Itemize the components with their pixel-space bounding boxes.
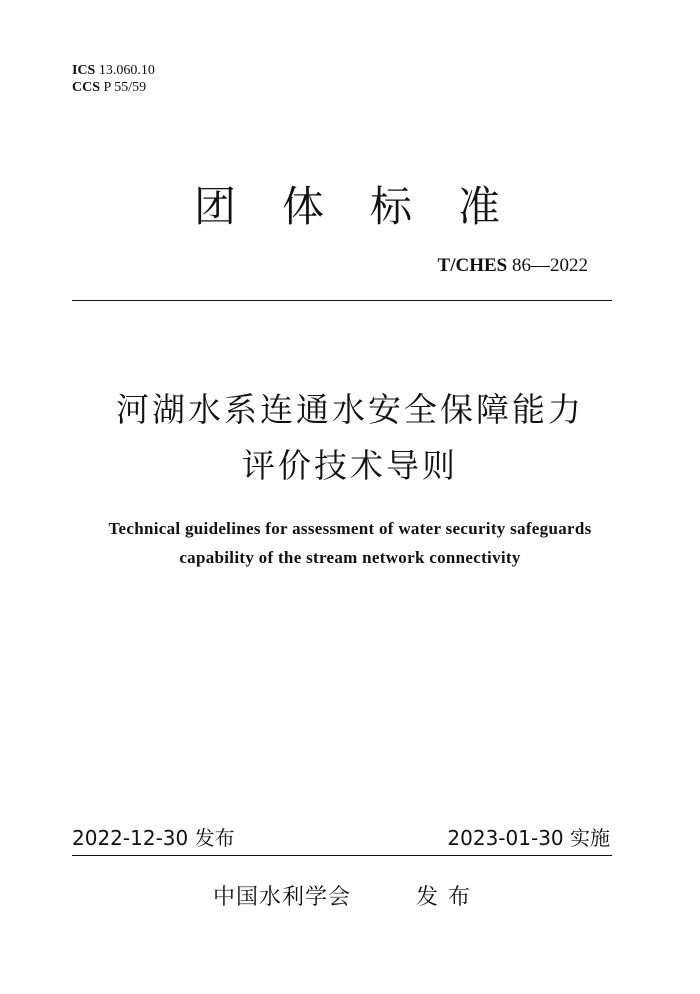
standard-number-value: 86—2022 (512, 255, 588, 276)
title-en-line1: Technical guidelines for assessment of water security safeguards (108, 519, 592, 538)
ccs-value: P 55/59 (103, 80, 147, 95)
ccs-label: CCS (72, 80, 101, 95)
ics-value: 13.060.10 (98, 63, 155, 78)
publish-label: 发布 (416, 885, 481, 910)
standard-number-prefix: T/CHES (437, 255, 508, 276)
standard-number (438, 255, 588, 277)
title-en-line2: capability of the stream network connectivity (179, 548, 521, 567)
classification-codes (72, 62, 155, 96)
top-divider (72, 300, 612, 301)
ics-label: ICS (72, 63, 96, 78)
ccs-code (72, 79, 155, 96)
bottom-divider (72, 855, 612, 856)
title-zh-line2: 评价技术导则 (242, 446, 458, 485)
title-zh-line1: 河湖水系连通水安全保障能力 (116, 390, 584, 429)
ics-code (72, 62, 155, 79)
issue-date: 2022-12-30 发布 (72, 826, 235, 850)
implement-date: 2023-01-30 实施 (447, 826, 610, 850)
standard-type-heading: 团体标准 (193, 182, 546, 231)
publisher-name: 中国水利学会 (213, 885, 352, 910)
